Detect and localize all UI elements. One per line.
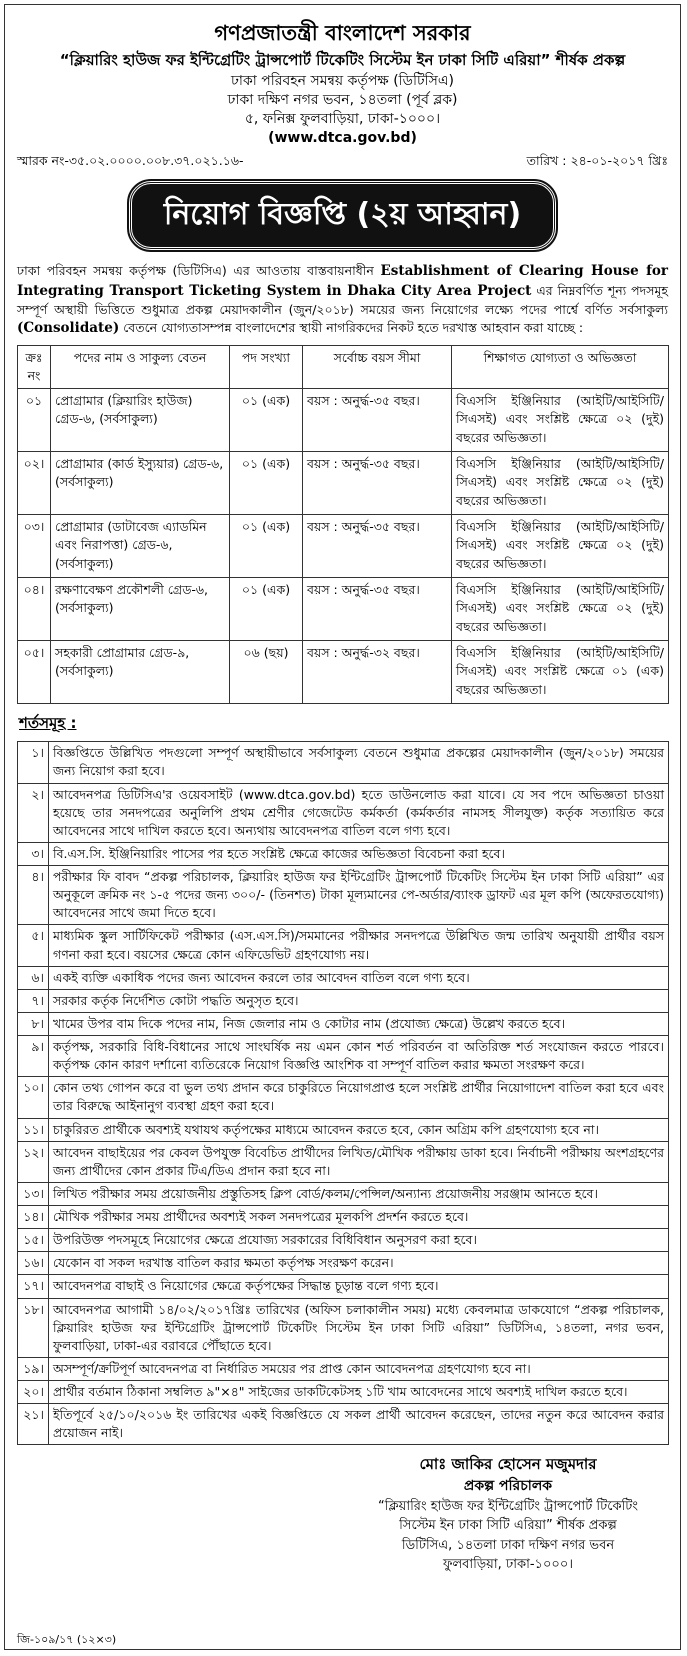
condition-text: সরকার কর্তৃক নির্দেশিত কোটা পদ্ধতি অনুসৃত হবে। bbox=[49, 989, 669, 1012]
condition-text: যেকোন বা সকল দরখাস্ত বাতিল করার ক্ষমতা কর্তৃপক্ষ সংরক্ষণ করেন। bbox=[49, 1252, 669, 1275]
condition-number: ৬। bbox=[18, 966, 49, 989]
condition-row bbox=[18, 1381, 669, 1404]
condition-row bbox=[18, 783, 669, 842]
col-header-age: সর্বোচ্চ বয়স সীমা bbox=[303, 346, 452, 389]
notice-header bbox=[5, 21, 680, 147]
cell-qualification: বিএসসি ইঞ্জিনিয়ার (আইটি/আইসিটি/ সিএসই) এবং সংশ্লিষ্ট ক্ষেত্রে ০১ (এক) বছরের অভিজ্ঞতা। bbox=[452, 641, 669, 704]
intro-part1: ঢাকা পরিবহন সমন্বয় কর্তৃপক্ষ (ডিটিসিএ) এর আওতায় বাস্তবায়নাধীন bbox=[17, 263, 381, 279]
condition-row bbox=[18, 925, 669, 966]
col-header-qualification: শিক্ষাগত যোগ্যতা ও অভিজ্ঞতা bbox=[452, 346, 669, 389]
table-row bbox=[18, 578, 669, 641]
signatory-designation: প্রকল্প পরিচালক bbox=[463, 1477, 553, 1494]
condition-text: কর্তৃপক্ষ, সরকারি বিধি-বিধানের সাথে সাংঘর্ষিক নয় এমন কোন শর্ত পরিবর্তন বা অতিরিক্ত শর্ত সংযোজন করতে পারবে। কর্তৃপক্ষ কোন কারণ দর্শানো ব্যতিরেকে নিয়োগ বিজ্ঞপ্তি আংশিক বা সম্পূর্ণ বাতিল করার ক্ষমতা সংরক্ষণ করে। bbox=[49, 1036, 669, 1077]
memo-row bbox=[17, 153, 668, 173]
condition-text: বিজ্ঞপ্তিতে উল্লিখিত পদগুলো সম্পূর্ণ অস্থায়ীভাবে সর্বসাকুল্য বেতনে শুধুমাত্র প্রকল্পের মেয়াদকালীন (জুন/২০১৮) সময়ের জন্য নিয়োগ করা হবে। bbox=[49, 742, 669, 783]
signatory-project-line2: সিস্টেম ইন ঢাকা সিটি এরিয়া” শীর্ষক প্রকল্প bbox=[399, 1518, 617, 1533]
footer-code: জি-১০৯/১৭ (১২×৩) bbox=[17, 1633, 117, 1646]
condition-text: ইতিপূর্বে ২৫/১০/২০১৬ ইং তারিখের একই বিজ্ঞপ্তিতে যে সকল প্রার্থী আবেদন করেছেন, তাদের নতুন করে আবেদন করার প্রয়োজন নাই। bbox=[49, 1404, 669, 1445]
cell-age: বয়স : অনুর্দ্ধ-৩৫ বছর। bbox=[303, 452, 452, 515]
condition-number: ১। bbox=[18, 742, 49, 783]
signatory-name: মোঃ জাকির হোসেন মজুমদার bbox=[419, 1455, 597, 1473]
condition-row bbox=[18, 866, 669, 925]
condition-number: ২। bbox=[18, 783, 49, 842]
condition-row bbox=[18, 1012, 669, 1035]
conditions-table bbox=[17, 741, 669, 1445]
condition-row bbox=[18, 1229, 669, 1252]
office-building: ঢাকা দক্ষিণ নগর ভবন, ১৪তলা (পূর্ব ব্লক) bbox=[227, 91, 458, 108]
notice-banner: নিয়োগ বিজ্ঞপ্তি (২য় আহ্বান) bbox=[129, 181, 556, 250]
condition-text: আবেদন বাছাইয়ের পর কেবল উপযুক্ত বিবেচিত প্রার্থীদের লিখিত/মৌখিক পরীক্ষায় ডাকা হবে। নির্বাচনী পরীক্ষায় অংশগ্রহণের জন্য প্রার্থীদের কোন প্রকার টিএ/ডিএ প্রদান করা হবে না। bbox=[49, 1141, 669, 1182]
condition-number: ১১। bbox=[18, 1118, 49, 1141]
condition-text: লিখিত পরীক্ষার সময় প্রয়োজনীয় প্রস্তুতিসহ ক্লিপ বোর্ড/কলম/পেন্সিল/অন্যান্য প্রয়োজনীয় সরঞ্জাম আনতে হবে। bbox=[49, 1182, 669, 1205]
condition-text: মাধ্যমিক স্কুল সার্টিফিকেট পরীক্ষার (এস.এস.সি)/সমমানের পরীক্ষার সনদপত্রে উল্লিখিত জন্ম তারিখ অনুযায়ী প্রার্থীর বয়স গণনা করা হবে। বয়সের ক্ষেত্রে কোন এফিডেভিট গ্রহণযোগ্য নয়। bbox=[49, 925, 669, 966]
condition-number: ১৫। bbox=[18, 1229, 49, 1252]
intro-part3: বেতনে যোগ্যতাসম্পন্ন বাংলাদেশের স্থায়ী নাগরিকদের নিকট হতে দরখাস্ত আহবান করা যাচ্ছে : bbox=[119, 320, 584, 336]
cell-post: রক্ষণাবেক্ষণ প্রকৌশলী গ্রেড-৬, (সর্বসাকুল্য) bbox=[51, 578, 230, 641]
table-row bbox=[18, 641, 669, 704]
condition-row bbox=[18, 1141, 669, 1182]
condition-row bbox=[18, 1077, 669, 1118]
condition-text: আবেদনপত্র বাছাই ও নিয়োগের ক্ষেত্রে কর্তৃপক্ষের সিদ্ধান্ত চূড়ান্ত বলে গণ্য হবে। bbox=[49, 1275, 669, 1298]
condition-row bbox=[18, 1182, 669, 1205]
cell-count: ০৬ (ছয়) bbox=[230, 641, 303, 704]
office-address: ৫, ফনিক্স ফুলবাড়িয়া, ঢাকা-১০০০। bbox=[244, 111, 441, 128]
cell-post: প্রোগ্রামার (কার্ড ইস্যুয়ার) গ্রেড-৬, (সর্বসাকুল্য) bbox=[51, 452, 230, 515]
condition-row bbox=[18, 1206, 669, 1229]
posts-table bbox=[17, 345, 669, 704]
table-row bbox=[18, 389, 669, 452]
condition-text: প্রার্থীর বর্তমান ঠিকানা সম্বলিত ৯"×৪" সাইজের ডাকটিকেটসহ ১টি খাম আবেদনের সাথে অবশ্যই দাখিল করতে হবে। bbox=[49, 1381, 669, 1404]
cell-count: ০১ (এক) bbox=[230, 389, 303, 452]
cell-age: বয়স : অনুর্দ্ধ-৩৫ বছর। bbox=[303, 578, 452, 641]
cell-count: ০১ (এক) bbox=[230, 515, 303, 578]
cell-sl: ০৪। bbox=[18, 578, 51, 641]
intro-part2: এর নিম্নবর্ণিত শূন্য পদসমূহ সম্পূর্ণ অস্থায়ী ভিত্তিতে শুধুমাত্র প্রকল্প মেয়াদকালীন (জুন/২০১৮) সময়ের জন্য নিয়োগের লক্ষ্যে পদের পার্শ্বে বর্ণিত সর্বসাকুল্য bbox=[17, 282, 668, 318]
condition-text: চাকুরিরত প্রার্থীকে অবশ্যই যথাযথ কর্তৃপক্ষের মাধ্যমে আবেদন করতে হবে, কোন অগ্রিম কপি গ্রহণযোগ্য হবে না। bbox=[49, 1118, 669, 1141]
condition-number: ১৩। bbox=[18, 1182, 49, 1205]
intro-paragraph bbox=[17, 262, 668, 339]
condition-number: ৯। bbox=[18, 1036, 49, 1077]
govt-title: গণপ্রজাতন্ত্রী বাংলাদেশ সরকার bbox=[214, 21, 471, 45]
condition-text: বি.এস.সি. ইঞ্জিনিয়ারিং পাসের পর হতে সংশ্লিষ্ট ক্ষেত্রে কাজের অভিজ্ঞতা বিবেচনা করা হবে। bbox=[49, 842, 669, 865]
project-title: “ক্লিয়ারিং হাউজ ফর ইন্টিগ্রেটিং ট্রান্সপোর্ট টিকেটিং সিস্টেম ইন ঢাকা সিটি এরিয়া” শীর্ষক প্রকল্প bbox=[59, 50, 626, 69]
condition-number: ৪। bbox=[18, 866, 49, 925]
condition-row bbox=[18, 742, 669, 783]
condition-text: একই ব্যক্তি একাধিক পদের জন্য আবেদন করলে তার আবেদন বাতিল বলে গণ্য হবে। bbox=[49, 966, 669, 989]
website-link[interactable]: (www.dtca.gov.bd) bbox=[268, 130, 417, 147]
condition-row bbox=[18, 1357, 669, 1380]
condition-text: কোন তথ্য গোপন করে বা ভুল তথ্য প্রদান করে চাকুরিতে নিয়োগপ্রাপ্ত হলে সংশ্লিষ্ট প্রার্থীর নিয়োগাদেশ বাতিল করা হবে এবং তার বিরুদ্ধে আইনানুগ ব্যবস্থা গ্রহণ করা হবে। bbox=[49, 1077, 669, 1118]
col-header-sl: ক্রঃ নং bbox=[18, 346, 51, 389]
condition-row bbox=[18, 1252, 669, 1275]
cell-count: ০১ (এক) bbox=[230, 452, 303, 515]
table-header-row bbox=[18, 346, 669, 389]
condition-number: ১৭। bbox=[18, 1275, 49, 1298]
condition-text: অসম্পূর্ণ/ক্রটিপূর্ণ আবেদনপত্র বা নির্ধারিত সময়ের পর প্রাপ্ত কোন আবেদনপত্র গ্রহণযোগ্য হবে না। bbox=[49, 1357, 669, 1380]
memo-number: স্মারক নং-৩৫.০২.০০০০.০০৮.৩৭.০২১.১৬- bbox=[17, 153, 244, 169]
intro-consolidate: (Consolidate) bbox=[17, 320, 120, 337]
intro-project-en: Establishment of Clearing House for Integrating Transport Ticketing System in Dhaka City Area Project bbox=[17, 263, 668, 299]
condition-number: ১২। bbox=[18, 1141, 49, 1182]
cell-sl: ০১ bbox=[18, 389, 51, 452]
condition-text: আবেদনপত্র ডিটিসিএ'র ওয়েবসাইট (www.dtca.gov.bd) হতে ডাউনলোড করা যাবে। যে সব পদে অভিজ্ঞতা চাওয়া হয়েছে তার সনদপত্রের অনুলিপি প্রথম শ্রেণীর গেজেটেড কর্মকর্তা (কর্মকর্তার নামসহ সীলযুক্ত) কর্তৃক সত্যায়িত করে আবেদনের সাথে দাখিল করতে হবে। অন্যথায় আবেদনপত্র বাতিল বলে গণ্য হবে। bbox=[49, 783, 669, 842]
notice-page bbox=[4, 4, 681, 1650]
condition-number: ৭। bbox=[18, 989, 49, 1012]
condition-text: পরীক্ষার ফি বাবদ “প্রকল্প পরিচালক, ক্লিয়ারিং হাউজ ফর ইন্টিগ্রেটিং ট্রান্সপোর্ট টিকেটিং সিস্টেম ইন ঢাকা সিটি এরিয়া” এর অনুকূলে ক্রমিক নং ১-৫ পদের জন্য ৩০০/- (তিনশত) টাকা মূল্যমানের পে-অর্ডার/ব্যাংক ড্রাফট এর মূল কপি (অফেরতযোগ্য) আবেদনের সাথে জমা দিতে হবে। bbox=[49, 866, 669, 925]
col-header-post: পদের নাম ও সাকুল্য বেতন bbox=[51, 346, 230, 389]
cell-age: বয়স : অনুর্দ্ধ-৩৫ বছর। bbox=[303, 389, 452, 452]
cell-sl: ০২। bbox=[18, 452, 51, 515]
condition-number: ১৯। bbox=[18, 1357, 49, 1380]
cell-post: প্রোগ্রামার (ডাটাবেজ এ্যাডমিন এবং নিরাপত্তা) গ্রেড-৬, (সর্বসাকুল্য) bbox=[51, 515, 230, 578]
condition-number: ১৬। bbox=[18, 1252, 49, 1275]
cell-post: প্রোগ্রামার (ক্লিয়ারিং হাউজ) গ্রেড-৬, (সর্বসাকুল্য) bbox=[51, 389, 230, 452]
cell-post: সহকারী প্রোগ্রামার গ্রেড-৯, (সর্বসাকুল্য) bbox=[51, 641, 230, 704]
condition-number: ২০। bbox=[18, 1381, 49, 1404]
condition-number: ১৪। bbox=[18, 1206, 49, 1229]
condition-row bbox=[18, 966, 669, 989]
condition-text: খামের উপর বাম দিকে পদের নাম, নিজ জেলার নাম ও কোটার নাম (প্রযোজ্য ক্ষেত্রে) উল্লেখ করতে হবে। bbox=[49, 1012, 669, 1035]
condition-row bbox=[18, 1118, 669, 1141]
condition-row bbox=[18, 1298, 669, 1357]
signatory-address-line: ফুলবাড়িয়া, ঢাকা-১০০০। bbox=[442, 1557, 573, 1572]
condition-number: ৩। bbox=[18, 842, 49, 865]
condition-row bbox=[18, 1036, 669, 1077]
cell-qualification: বিএসসি ইঞ্জিনিয়ার (আইটি/আইসিটি/ সিএসই) এবং সংশ্লিষ্ট ক্ষেত্রে ০২ (দুই) বছরের অভিজ্ঞতা। bbox=[452, 515, 669, 578]
cell-sl: ০৫। bbox=[18, 641, 51, 704]
condition-text: আবেদনপত্র আগামী ১৪/০২/২০১৭খ্রিঃ তারিখের (অফিস চলাকালীন সময়) মধ্যে কেবলমাত্র ডাকযোগে “প্রকল্প পরিচালক, ক্লিয়ারিং হাউজ ফর ইন্টিগ্রেটিং ট্রান্সপোর্ট টিকেটিং সিস্টেম ইন ঢাকা সিটি এরিয়া” ডিটিসিএ, ১৪তলা, নগর ভবন, ফুলবাড়িয়া, ঢাকা-এর বরাবরে পৌঁছাতে হবে। bbox=[49, 1298, 669, 1357]
signatory-office-line: ডিটিসিএ, ১৪তলা ঢাকা দক্ষিণ নগর ভবন bbox=[401, 1537, 615, 1553]
condition-row bbox=[18, 989, 669, 1012]
conditions-title: শর্তসমূহ : bbox=[19, 714, 77, 733]
condition-number: ১০। bbox=[18, 1077, 49, 1118]
cell-sl: ০৩। bbox=[18, 515, 51, 578]
signatory-project-line1: “ক্লিয়ারিং হাউজ ফর ইন্টিগ্রেটিং ট্রান্সপোর্ট টিকেটিং bbox=[378, 1498, 638, 1514]
condition-text: মৌখিক পরীক্ষার সময় প্রার্থীদের অবশ্যই সকল সনদপত্রের মূলকপি প্রদর্শন করতে হবে। bbox=[49, 1206, 669, 1229]
condition-number: ৮। bbox=[18, 1012, 49, 1035]
banner-wrap bbox=[5, 181, 680, 250]
condition-number: ২১। bbox=[18, 1404, 49, 1445]
table-row bbox=[18, 452, 669, 515]
cell-age: বয়স : অনুর্দ্ধ-৩৫ বছর। bbox=[303, 515, 452, 578]
signature-block bbox=[358, 1453, 658, 1575]
condition-number: ১৮। bbox=[18, 1298, 49, 1357]
condition-number: ৫। bbox=[18, 925, 49, 966]
condition-row bbox=[18, 1275, 669, 1298]
condition-row bbox=[18, 1404, 669, 1445]
cell-age: বয়স : অনুর্দ্ধ-৩২ বছর। bbox=[303, 641, 452, 704]
condition-text: উপরিউক্ত পদসমূহে নিয়োগের ক্ষেত্রে প্রযোজ্য সরকারের বিধিবিধান অনুসরণ করা হবে। bbox=[49, 1229, 669, 1252]
cell-qualification: বিএসসি ইঞ্জিনিয়ার (আইটি/আইসিটি/ সিএসই) এবং সংশ্লিষ্ট ক্ষেত্রে ০২ (দুই) বছরের অভিজ্ঞতা। bbox=[452, 452, 669, 515]
col-header-count: পদ সংখ্যা bbox=[230, 346, 303, 389]
cell-qualification: বিএসসি ইঞ্জিনিয়ার (আইটি/আইসিটি/ সিএসই) এবং সংশ্লিষ্ট ক্ষেত্রে ০২ (দুই) বছরের অভিজ্ঞতা। bbox=[452, 389, 669, 452]
table-row bbox=[18, 515, 669, 578]
notice-date: তারিখ : ২৪-০১-২০১৭ খ্রিঃ bbox=[526, 153, 668, 169]
cell-qualification: বিএসসি ইঞ্জিনিয়ার (আইটি/আইসিটি/ সিএসই) এবং সংশ্লিষ্ট ক্ষেত্রে ০২ (দুই) বছরের অভিজ্ঞতা। bbox=[452, 578, 669, 641]
cell-count: ০১ (এক) bbox=[230, 578, 303, 641]
condition-row bbox=[18, 842, 669, 865]
authority-name: ঢাকা পরিবহন সমন্বয় কর্তৃপক্ষ (ডিটিসিএ) bbox=[231, 72, 454, 89]
